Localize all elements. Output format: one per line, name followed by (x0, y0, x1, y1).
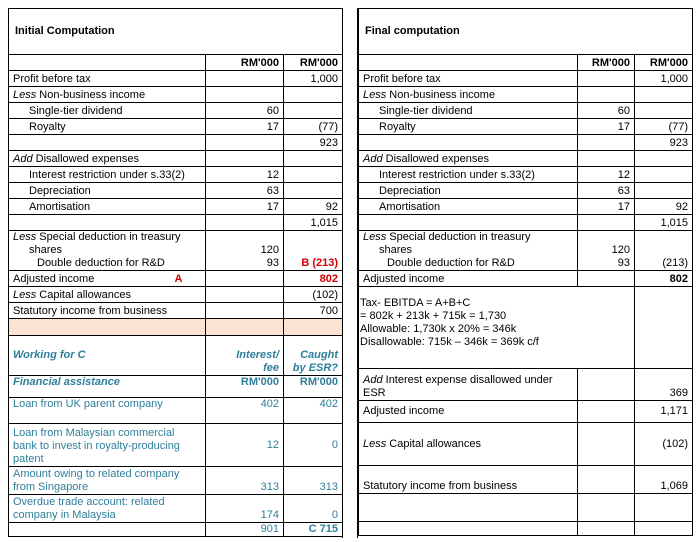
note-line-1: Tax- EBITDA = A+B+C (360, 297, 471, 309)
row-pbt-value: 1,000 (284, 71, 343, 87)
row-special-v1b: 93 (266, 257, 279, 269)
financial-assistance-heading: Financial assistance (9, 376, 206, 398)
final-amortisation-v2: 92 (635, 199, 693, 215)
row-interest-value: 12 (206, 167, 284, 183)
final-statutory-value: 1,069 (635, 466, 693, 494)
final-amortisation-v1: 17 (578, 199, 635, 215)
final-adjusted-2-value: 1,171 (635, 401, 693, 423)
working-item-label: Loan from UK parent company (9, 398, 206, 424)
row-special-v1a: 120 (260, 244, 279, 256)
final-pbt-label: Profit before tax (359, 71, 578, 87)
row-depreciation-value: 63 (206, 183, 284, 199)
working-item-label: Overdue trade account: related company in Malaysia (9, 495, 206, 523)
row-sdiv-value: 60 (206, 103, 284, 119)
final-special-total: (213) (635, 231, 693, 271)
tax-ebitda-note (360, 297, 636, 349)
marker-a: A (174, 273, 183, 285)
final-computation-table (358, 8, 693, 536)
working-item-label: Loan from Malaysian commercial bank to invest in royalty-producing patent (9, 424, 206, 467)
initial-col1-header: RM'000 (206, 55, 284, 71)
working-item-v1: 402 (206, 398, 284, 424)
row-special-deduction: Less Special deduction in treasury shares Double deduction for R&D (9, 231, 206, 271)
final-less-nbi: Less Non-business income (359, 87, 578, 103)
working-total-2: C 715 (284, 523, 343, 537)
final-col2-header: RM'000 (635, 55, 693, 71)
final-special-deduction: Less Special deduction in treasury shares Double deduction for R&D (359, 231, 578, 271)
row-royalty-label: Royalty (9, 119, 206, 135)
working-row (9, 398, 343, 424)
note-line-4: Disallowable: 715k – 346k = 369k c/f (360, 336, 539, 348)
working-h1: Interest/ (236, 349, 279, 361)
final-royalty-v2: (77) (635, 119, 693, 135)
final-sdiv-value: 60 (578, 103, 635, 119)
final-subtotal-2: 1,015 (635, 215, 693, 231)
working-item-v2: 0 (284, 495, 343, 523)
final-depreciation-value: 63 (578, 183, 635, 199)
note-line-3: Allowable: 1,730k x 20% = 346k (360, 323, 517, 335)
final-special-v1b: 93 (617, 257, 630, 269)
working-row (9, 424, 343, 467)
row-adjusted-value: 802 (284, 271, 343, 287)
working-heading: Working for C (9, 336, 206, 376)
initial-computation-table: Initial Computation RM'000 RM'000 Profit before tax 1,000 Less Non-business income Single-tier dividend 60 Royalty 17 (77) 923 Add Disallowed expenses Interest restriction under s.33(2) 12 Depreciation 63 Amortisation 17 92 1,015 Less Special deduction in treasury shares Double deduction for R&D 120 93 B (213) Adjusted income A 802 Less Capital allowances (102) Statutory income from business 700 Working for C Interest/ fee Caught by ESR? Financial assistance RM'000 RM'000 Loan from UK parent company 402 402 Loan from Malaysian commercial bank to invest in royalty-producing patent 12 0 Amount owing to related company from Singapore 313 313 Overdue trade account: related company in Malaysia 174 0 901 C 715 (8, 8, 343, 537)
final-adjusted-value: 802 (635, 271, 693, 287)
final-amortisation-label: Amortisation (359, 199, 578, 215)
fa-col1: RM'000 (206, 376, 284, 398)
row-capital-value: (102) (284, 287, 343, 303)
working-h2: Caught (300, 349, 338, 361)
spacer-row (9, 319, 343, 336)
note-line-2: = 802k + 213k + 715k = 1,730 (360, 310, 507, 322)
working-item-v1: 313 (206, 467, 284, 495)
row-adjusted-label: Adjusted income A (9, 271, 206, 287)
final-add-disallowed: Add Disallowed expenses (359, 151, 578, 167)
final-pbt-value: 1,000 (635, 71, 693, 87)
row-interest-label: Interest restriction under s.33(2) (9, 167, 206, 183)
row-subtotal-2: 1,015 (284, 215, 343, 231)
column-divider (342, 8, 358, 538)
row-amortisation-v1: 17 (206, 199, 284, 215)
row-statutory-label: Statutory income from business (9, 303, 206, 319)
row-amortisation-label: Amortisation (9, 199, 206, 215)
final-royalty-label: Royalty (359, 119, 578, 135)
working-item-v2: 0 (284, 424, 343, 467)
working-item-label: Amount owing to related company from Singapore (9, 467, 206, 495)
row-royalty-v1: 17 (206, 119, 284, 135)
initial-col2-header: RM'000 (284, 55, 343, 71)
final-interest-label: Interest restriction under s.33(2) (359, 167, 578, 183)
initial-title: Initial Computation (9, 9, 343, 55)
final-special-v1a: 120 (611, 244, 630, 256)
final-adjusted-2-label: Adjusted income (359, 401, 578, 423)
final-subtotal-1: 923 (635, 135, 693, 151)
row-depreciation-label: Depreciation (9, 183, 206, 199)
working-total-1: 901 (206, 523, 284, 537)
final-adjusted-label: Adjusted income (359, 271, 578, 287)
row-pbt-label: Profit before tax (9, 71, 206, 87)
final-capital-value: (102) (635, 423, 693, 466)
row-amortisation-v2: 92 (284, 199, 343, 215)
final-depreciation-label: Depreciation (359, 183, 578, 199)
row-subtotal-1: 923 (284, 135, 343, 151)
working-item-v2: 313 (284, 467, 343, 495)
final-title: Final computation (359, 9, 693, 55)
final-col1-header: RM'000 (578, 55, 635, 71)
final-interest-value: 12 (578, 167, 635, 183)
row-royalty-v2: (77) (284, 119, 343, 135)
row-add-disallowed: Add Disallowed expenses (9, 151, 206, 167)
final-sdiv-label: Single-tier dividend (359, 103, 578, 119)
row-less-nbi: Less Non-business income (9, 87, 206, 103)
final-capital-label: Less Capital allowances (359, 423, 578, 466)
row-special-total: B (213) (284, 231, 343, 271)
fa-col2: RM'000 (284, 376, 343, 398)
final-statutory-label: Statutory income from business (359, 466, 578, 494)
working-row (9, 495, 343, 523)
row-sdiv-label: Single-tier dividend (9, 103, 206, 119)
esr-value: 369 (635, 369, 693, 401)
row-capital-allowances: Less Capital allowances (9, 287, 206, 303)
final-royalty-v1: 17 (578, 119, 635, 135)
working-row (9, 467, 343, 495)
working-item-v2: 402 (284, 398, 343, 424)
esr-label: Add Interest expense disallowed under ESR (359, 369, 578, 401)
row-statutory-value: 700 (284, 303, 343, 319)
working-item-v1: 174 (206, 495, 284, 523)
working-item-v1: 12 (206, 424, 284, 467)
